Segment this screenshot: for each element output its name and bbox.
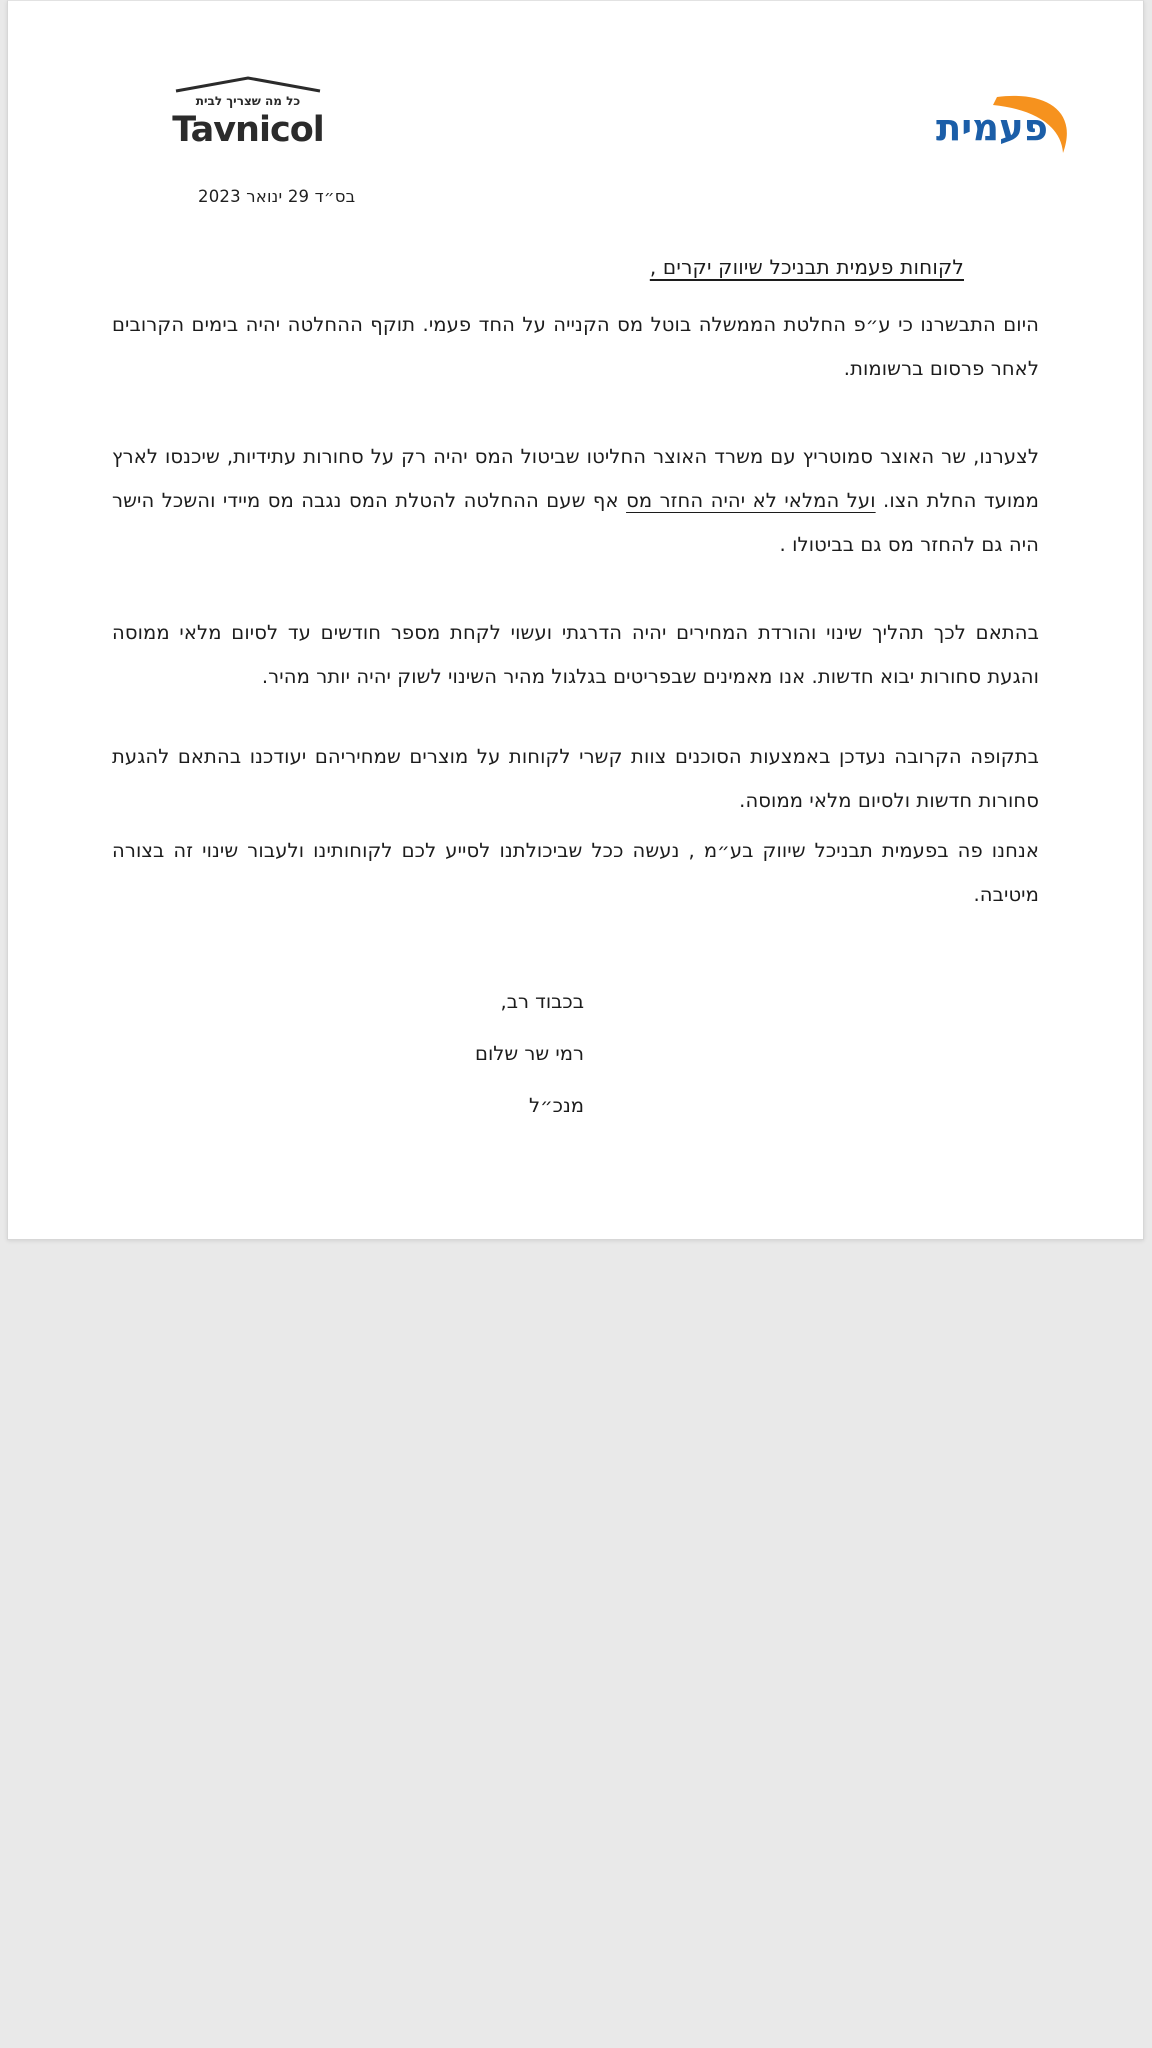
roof-icon (176, 78, 320, 91)
paragraph-treasury-decision (112, 435, 1039, 567)
paragraph-price-change-process: בהתאם לכך תהליך שינוי והורדת המחירים יהיה הדרגתי ועשוי לקחת מספר חודשים עד לסיום מלאי ממוסה והגעת סחורות יבוא חדשות. אנו מאמינים שבפריטים בגלגול מהיר השינוי לשוק יהיה יותר מהיר. (112, 621, 1039, 688)
paamit-logo-graphic (935, 91, 1087, 155)
tavnicol-tagline: כל מה שצריך לבית (195, 94, 301, 108)
letter-page (7, 0, 1144, 1240)
tavnicol-wordmark: Tavnicol (172, 110, 324, 150)
paamit-wordmark: פעמית (936, 106, 1048, 149)
signature-block (112, 987, 584, 1121)
paragraph-tax-cancellation: היום התבשרנו כי ע״פ החלטת הממשלה בוטל מס הקנייה על החד פעמי. תוקף ההחלטה יהיה בימים הקרובים לאחר פרסום ברשומות. (112, 313, 1039, 380)
signer-name: רמי שר שלום (475, 1042, 584, 1065)
date-line: בס״ד 29 ינואר 2023 (198, 187, 356, 206)
signer-title: מנכ״ל (528, 1094, 584, 1117)
paragraph-agents-update: בתקופה הקרובה נעדכן באמצעות הסוכנים צוות קשרי לקוחות על מוצרים שמחיריהם יעודכנו בהתאם להגעת סחורות חדשות ולסיום מלאי ממוסה. (112, 745, 1039, 812)
salutation: לקוחות פעמית תבניכל שיווק יקרים , (649, 255, 964, 279)
tavnicol-logo-graphic (158, 75, 338, 155)
tavnicol-logo (158, 75, 338, 155)
paragraph-treasury-part1: לצערנו, שר האוצר סמוטריץ עם משרד האוצר החליטו שביטול המס יהיה רק על סחורות עתידיות, שיכנסו לארץ ממועד החלת הצו. (112, 445, 1039, 512)
paamit-logo (935, 91, 1087, 155)
paragraph-treasury-part2: אף שעם ההחלטה להטלת המס נגבה מס מיידי והשכל הישר היה גם להחזר מס גם בביטולו . (112, 489, 1039, 556)
closing-line: בכבוד רב, (500, 990, 584, 1013)
paragraph-treasury-underlined: ועל המלאי לא יהיה החזר מס (626, 489, 876, 512)
letter-body (112, 255, 1039, 1143)
paragraph-commitment: אנחנו פה בפעמית תבניכל שיווק בע״מ , נעשה ככל שביכולתנו לסייע לכם לקוחותינו ולעבור שינוי זה בצורה מיטיבה. (112, 839, 1039, 906)
